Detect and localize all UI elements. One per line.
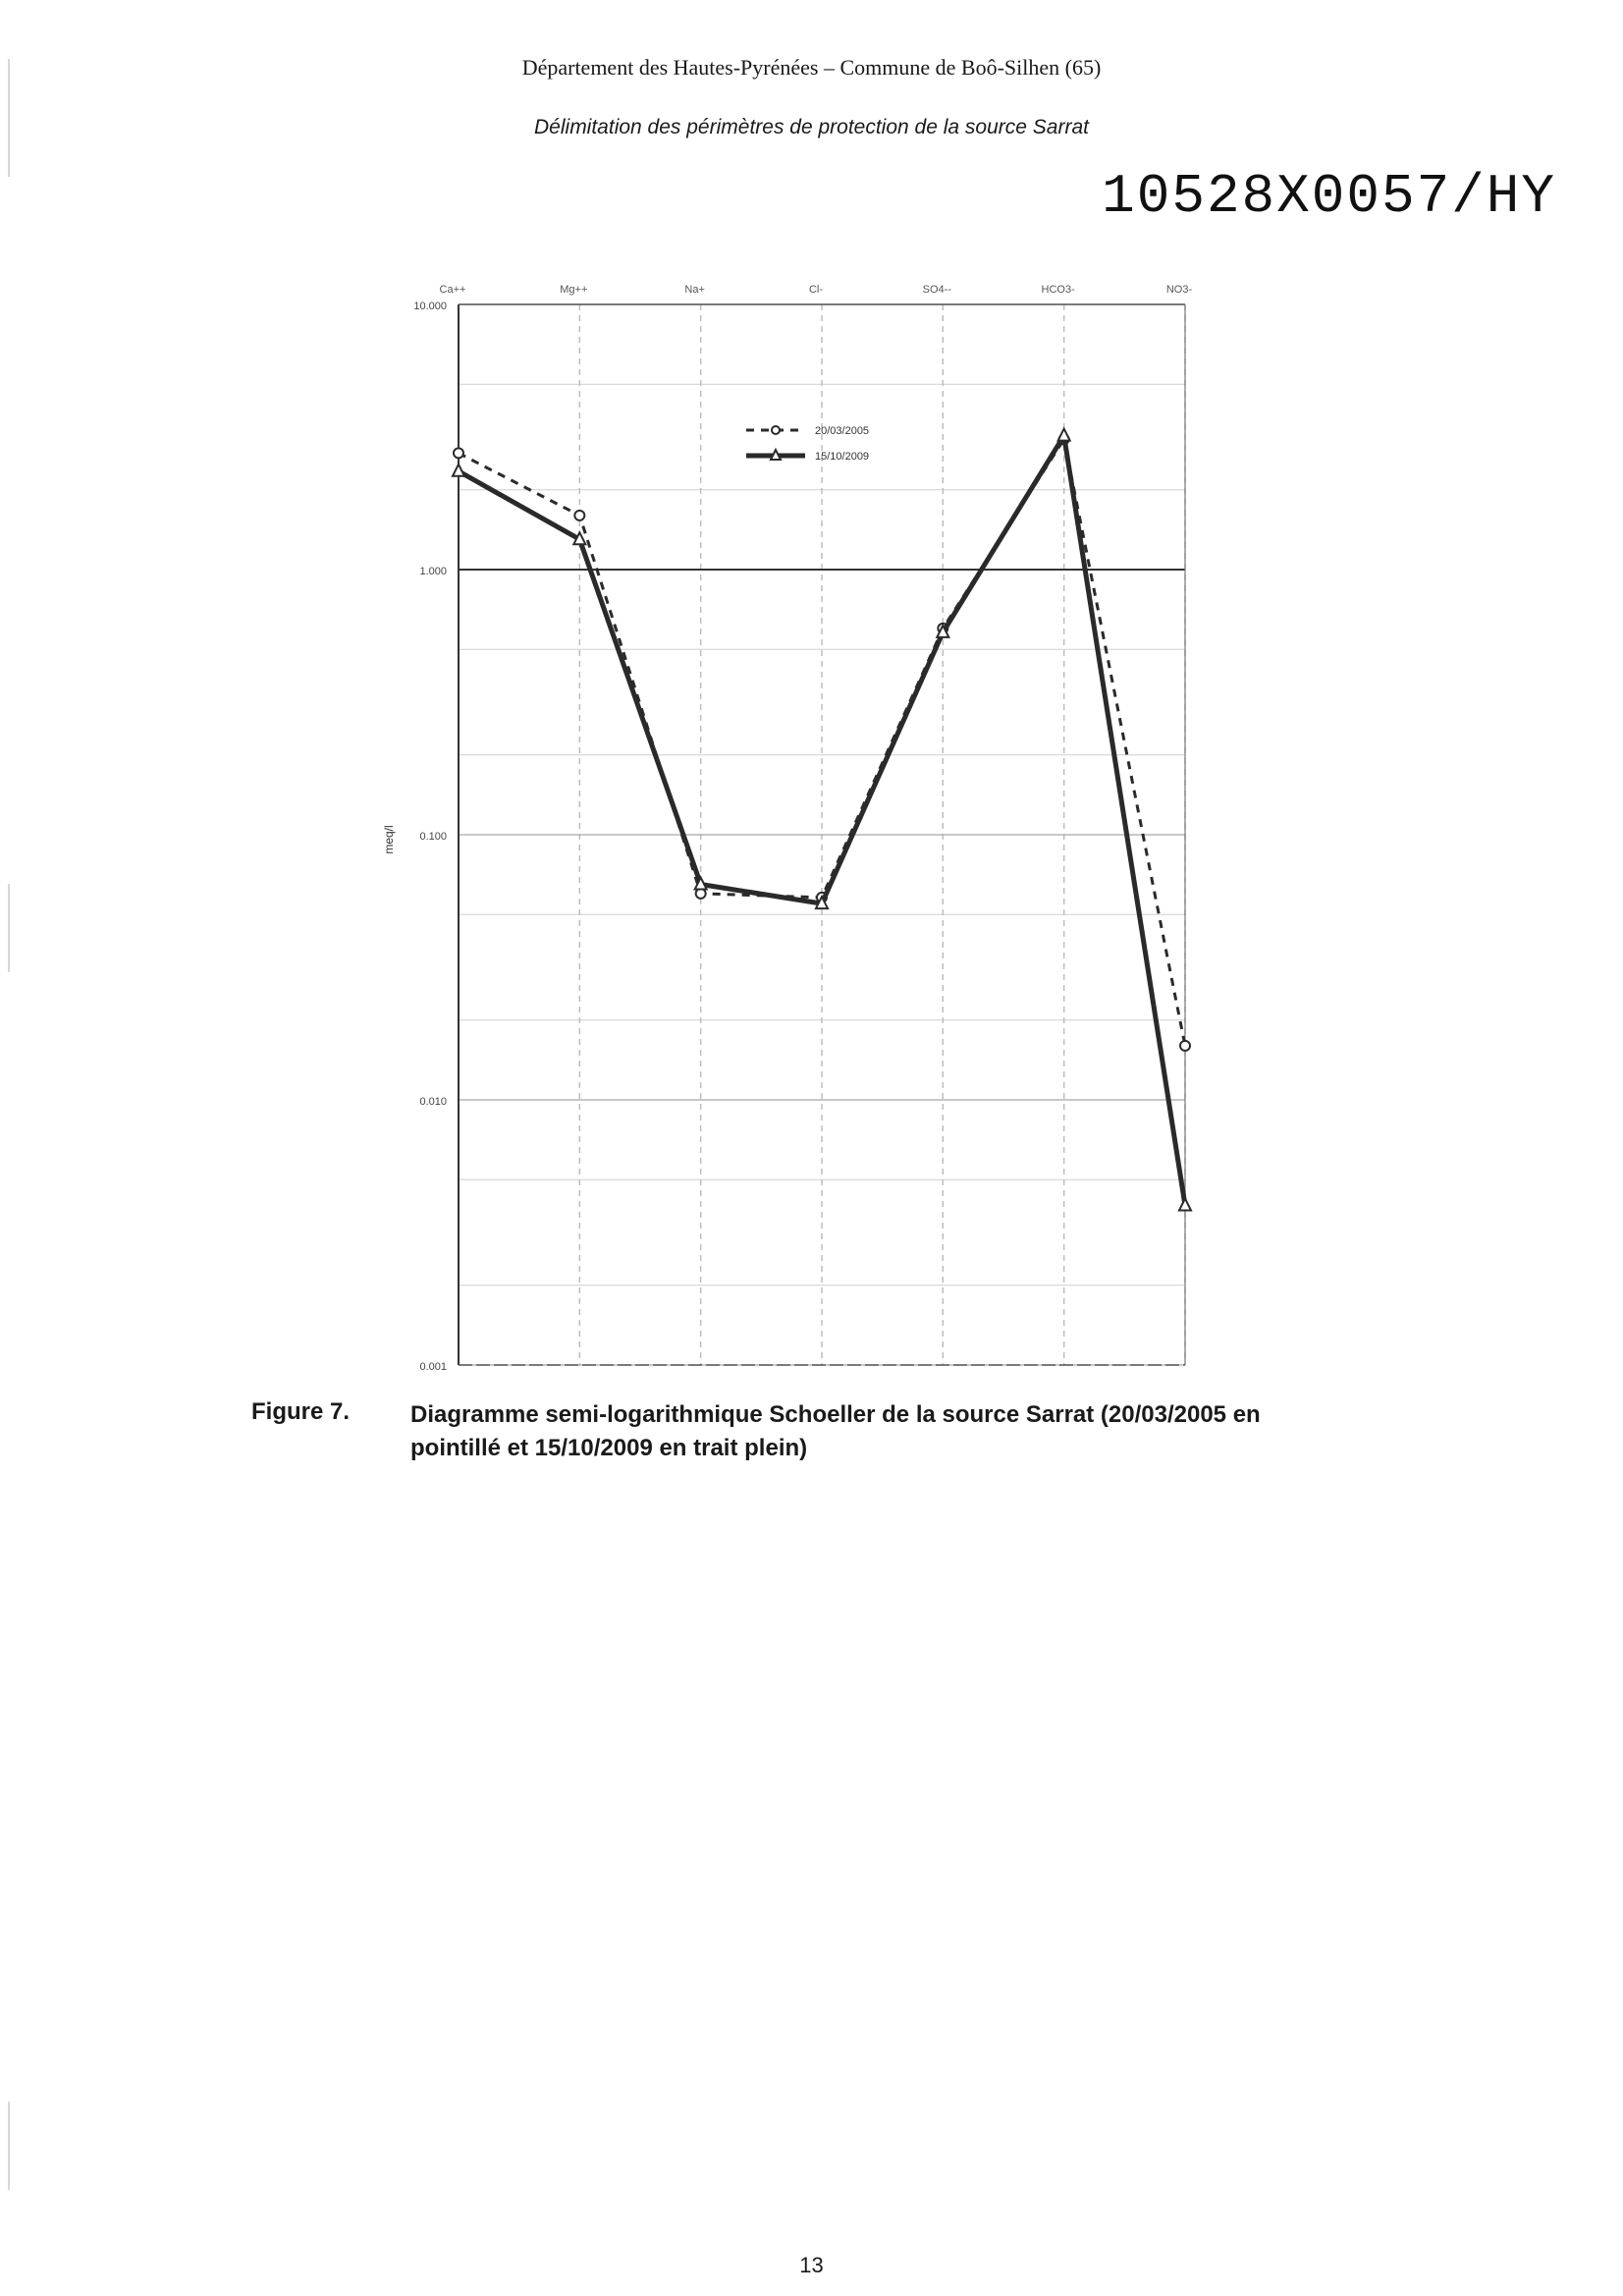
schoeller-chart <box>353 265 1237 1385</box>
page-number: 13 <box>799 2253 824 2277</box>
category-label: Na+ <box>684 284 705 296</box>
figure-caption: Diagramme semi-logarithmique Schoeller de la source Sarrat (20/03/2005 en pointillé et 15/10/2009 en trait plein) <box>410 1401 1261 1461</box>
data-point-marker <box>454 448 463 458</box>
category-label: HCO3- <box>1041 284 1075 296</box>
category-label: Mg++ <box>560 284 588 296</box>
scan-edge-mark <box>8 59 10 177</box>
y-tick-label: 0.010 <box>419 1096 447 1108</box>
y-tick-label: 1.000 <box>419 566 447 577</box>
document-header-title: Département des Hautes-Pyrénées – Commune de Boô-Silhen (65) <box>521 55 1102 80</box>
scan-edge-mark <box>8 2102 10 2190</box>
y-tick-label: 10.000 <box>413 301 447 312</box>
series-line <box>459 436 1185 1206</box>
category-label: NO3- <box>1165 284 1193 296</box>
y-tick-label: 0.100 <box>419 831 447 843</box>
category-label: Ca++ <box>439 284 466 296</box>
category-label: Cl- <box>808 284 824 296</box>
scan-edge-mark <box>8 884 10 972</box>
figure-label: Figure 7. <box>251 1398 351 1425</box>
legend-marker <box>771 450 781 460</box>
legend-label: 20/03/2005 <box>815 425 870 437</box>
data-point-marker <box>1180 1041 1190 1051</box>
data-point-marker <box>1058 429 1070 441</box>
y-axis-title: meq/l <box>382 825 396 854</box>
y-tick-label: 0.001 <box>419 1361 447 1373</box>
document-header-subtitle: Délimitation des périmètres de protection de la source Sarrat <box>534 116 1089 138</box>
legend-label: 15/10/2009 <box>815 451 870 463</box>
legend-marker <box>772 426 780 434</box>
data-point-marker <box>574 511 584 520</box>
data-point-marker <box>453 465 464 476</box>
document-reference-number: 10528X0057/HY <box>1102 165 1556 228</box>
data-point-marker <box>1179 1198 1191 1210</box>
category-label: SO4-- <box>922 284 952 296</box>
